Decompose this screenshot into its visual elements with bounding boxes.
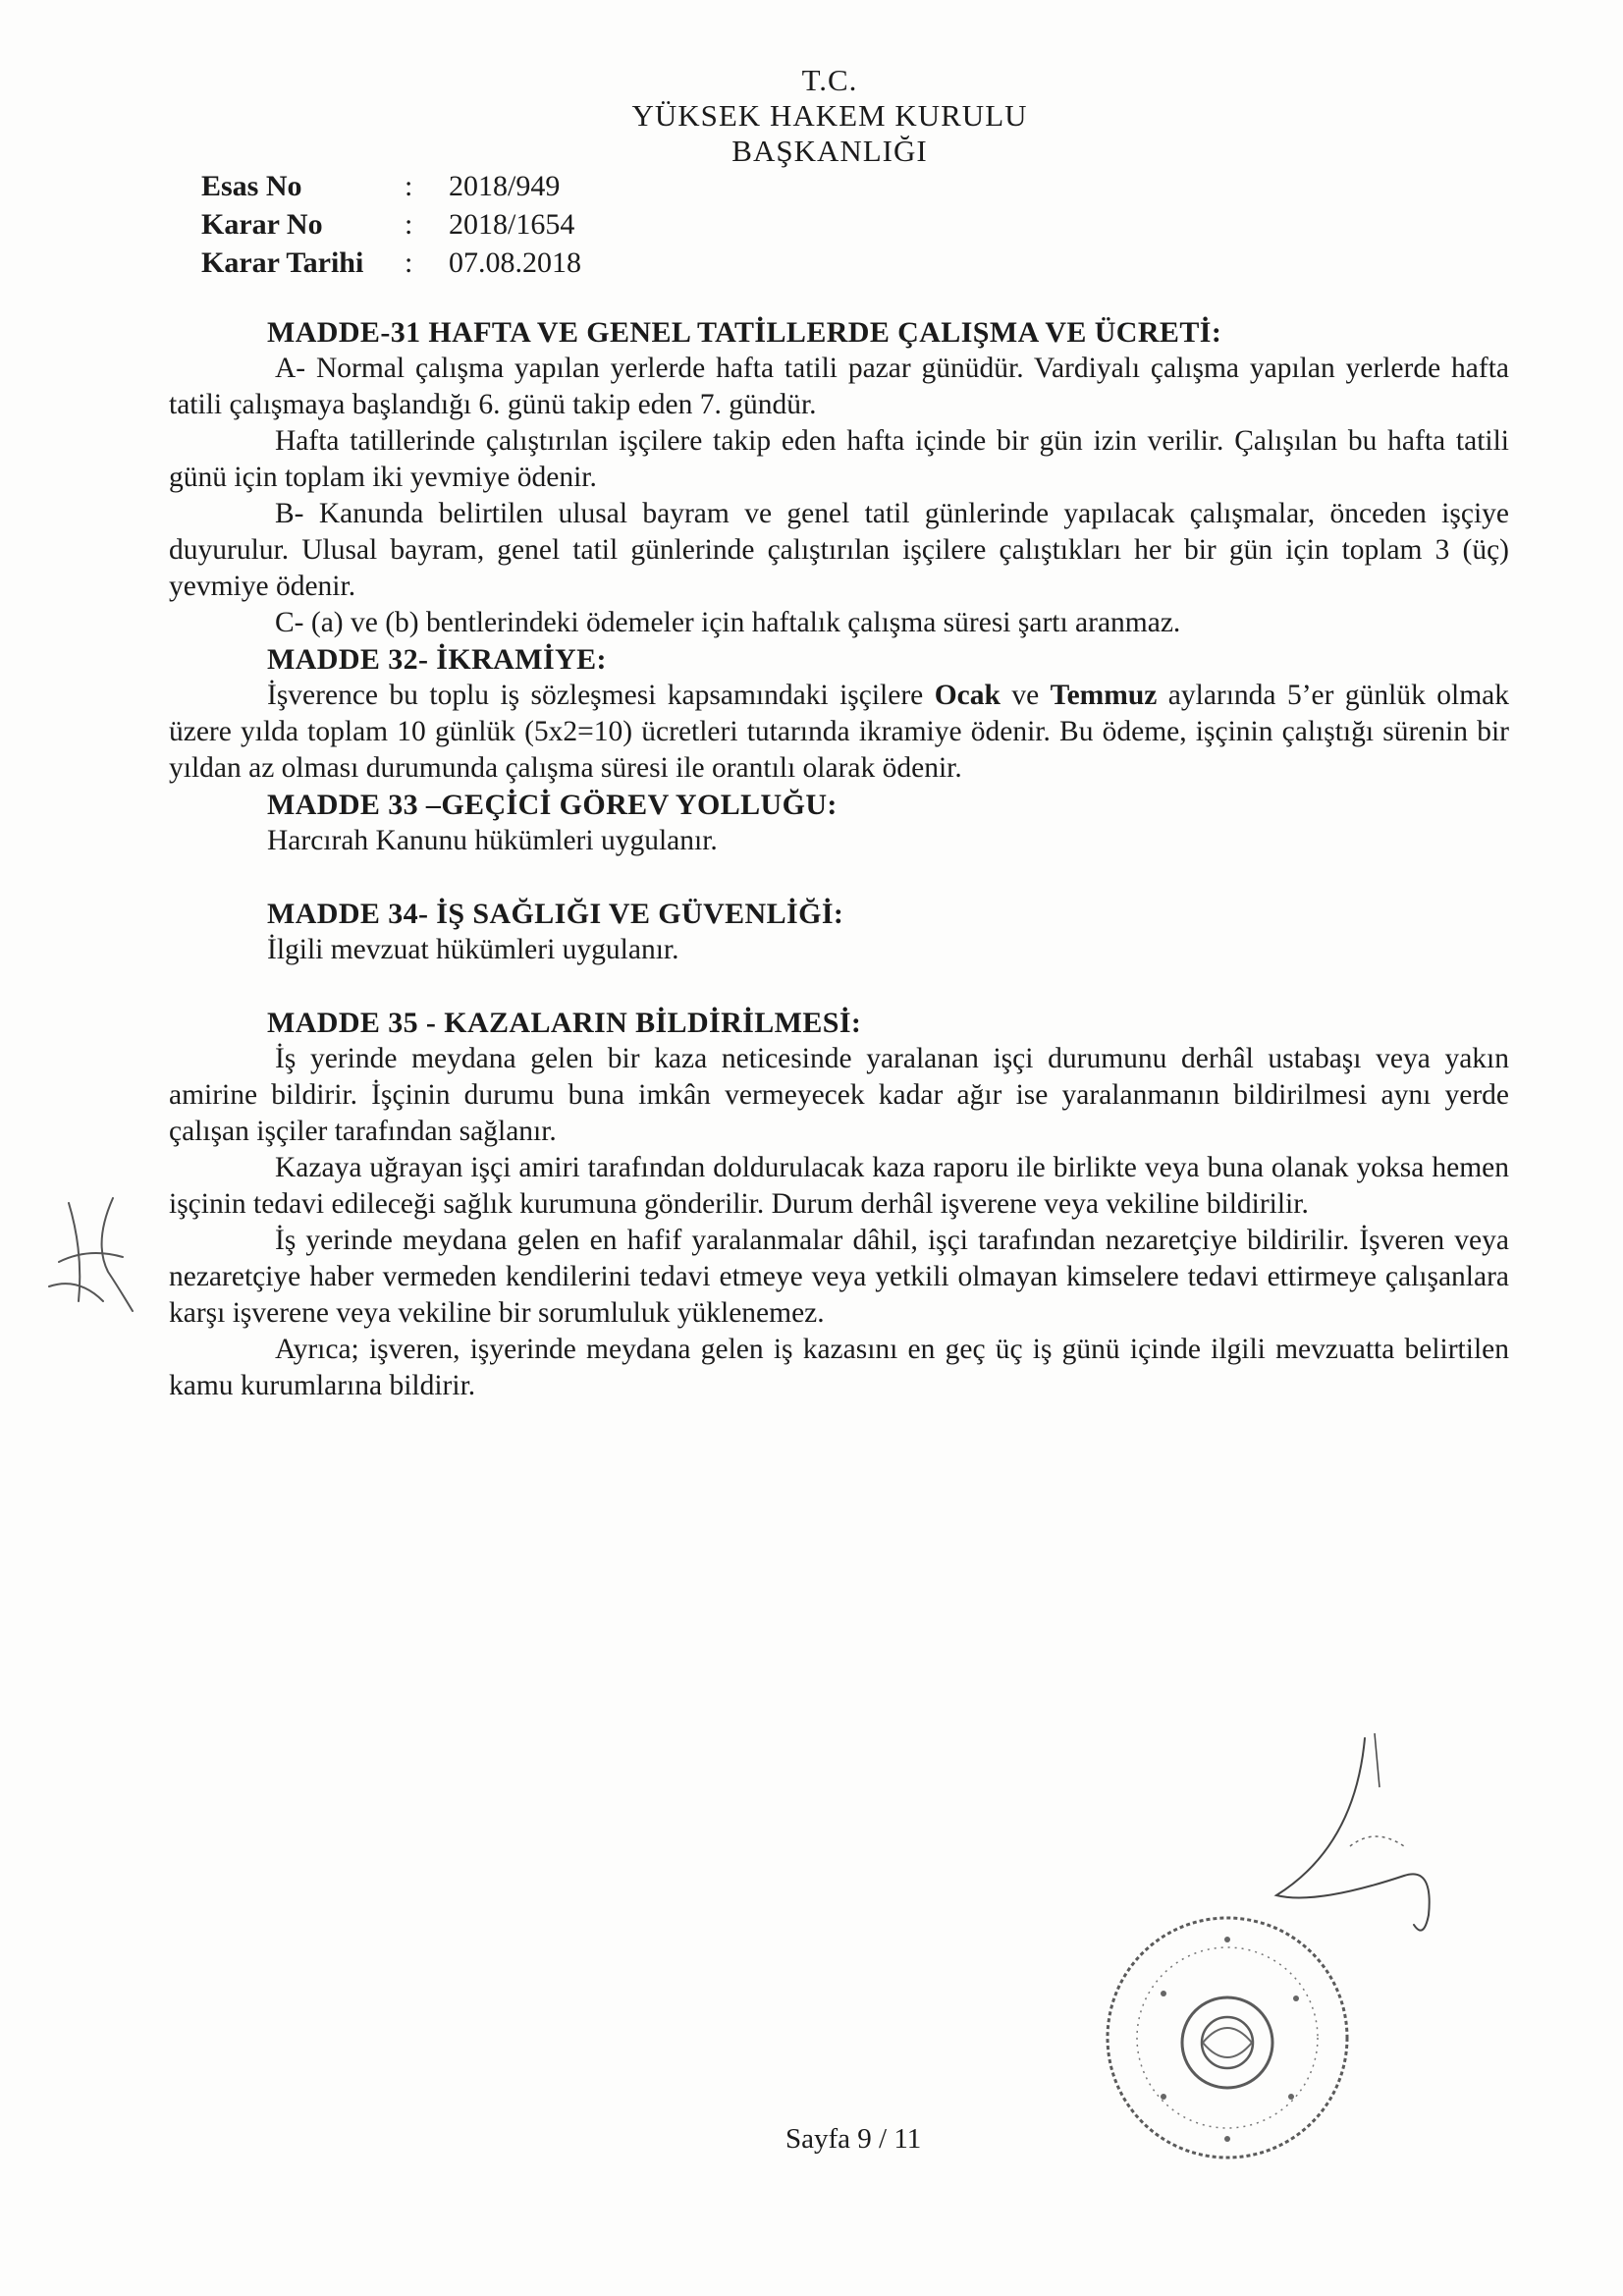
meta-label: Esas No — [201, 170, 302, 202]
meta-value: 07.08.2018 — [449, 246, 581, 279]
article-heading: MADDE 33 –GEÇİCİ GÖREV YOLLUĞU: — [267, 789, 838, 821]
document-body — [169, 314, 1509, 1404]
meta-colon: : — [405, 246, 413, 279]
month-temmuz: Temmuz — [1050, 680, 1158, 711]
text-run: İşverence bu toplu iş sözleşmesi kapsamındaki işçilere — [267, 680, 935, 711]
paragraph: İlgili mevzuat hükümleri uygulanır. — [267, 934, 679, 965]
paragraph: B- Kanunda belirtilen ulusal bayram ve genel tatil günlerinde yapılacak çalışmalar, önceden işçiye duyurulur. Ulusal bayram, genel tatil günlerinde çalıştırılan işçilere çalıştıkları her bir gün için toplam 3 (üç) yevmiye ödenir. — [169, 498, 1509, 602]
article-heading: MADDE 35 - KAZALARIN BİLDİRİLMESİ: — [267, 1007, 862, 1039]
article-heading: MADDE-31 HAFTA VE GENEL TATİLLERDE ÇALIŞMA VE ÜCRETİ: — [267, 316, 1222, 349]
paragraph: Hafta tatillerinde çalıştırılan işçilere takip eden hafta içinde bir gün izin verilir. Çalışılan bu hafta tatili günü için toplam iki yevmiye ödenir. — [169, 425, 1509, 493]
paragraph: Harcırah Kanunu hükümleri uygulanır. — [267, 825, 718, 856]
meta-value: 2018/1654 — [449, 208, 575, 241]
paragraph — [169, 678, 1509, 787]
month-ocak: Ocak — [934, 680, 1001, 711]
text-run: aylarında 5’er günlük olmak üzere yılda toplam 10 günlük (5x2=10) ücretleri tutarında ikramiye ödenir. Bu ödeme, işçinin çalıştığı sürenin bir yıldan az olması durumunda çalışma süresi ile orantılı olarak ödenir. — [169, 680, 1510, 784]
meta-colon: : — [405, 208, 413, 241]
signature-icon — [1257, 1728, 1453, 1984]
official-stamp-icon — [1095, 1905, 1360, 2170]
article-31 — [169, 314, 1509, 641]
case-metadata — [201, 167, 581, 282]
article-33 — [169, 787, 1509, 859]
article-34 — [169, 896, 1509, 968]
page-number: Sayfa 9 / 11 — [785, 2123, 922, 2155]
paragraph: Kazaya uğrayan işçi amiri tarafından doldurulacak kaza raporu ile birlikte veya buna olanak yoksa hemen işçinin tedavi edileceği sağlık kurumuna gönderilir. Durum derhâl işverene veya vekiline bildirilir. — [169, 1152, 1509, 1220]
paragraph: Ayrıca; işveren, işyerinde meydana gelen iş kazasını en geç üç iş günü içinde ilgili mevzuatta belirtilen kamu kurumlarına bildirir. — [169, 1334, 1509, 1401]
spacer — [169, 859, 1509, 896]
document-header — [589, 63, 1070, 169]
header-line-tc: T.C. — [801, 63, 858, 97]
meta-label: Karar Tarihi — [201, 246, 364, 279]
text-run: ve — [1000, 680, 1051, 711]
paragraph: İş yerinde meydana gelen en hafif yaralanmalar dâhil, işçi tarafından nezaretçiye bildirilir. İşveren veya nezaretçiye haber vermeden kendilerini tedavi etmeye veya yetkili olmayan kimselere tedavi ettirmeye çalışanlara karşı işverene veya vekiline bir sorumluluk yüklenemez. — [169, 1225, 1509, 1329]
margin-initial-icon — [39, 1193, 147, 1321]
article-35 — [169, 1005, 1509, 1404]
meta-value: 2018/949 — [449, 170, 561, 202]
article-32 — [169, 641, 1509, 787]
header-line-institution: YÜKSEK HAKEM KURULU — [631, 98, 1028, 133]
paragraph: A- Normal çalışma yapılan yerlerde hafta tatili pazar günüdür. Vardiyalı çalışma yapılan yerlerde hafta tatili çalışmaya başlandığı 6. günü takip eden 7. gündür. — [169, 353, 1509, 420]
spacer — [169, 968, 1509, 1005]
meta-row-esas — [201, 167, 581, 205]
paragraph: C- (a) ve (b) bentlerindeki ödemeler için haftalık çalışma süresi şartı aranmaz. — [275, 607, 1181, 638]
paragraph: İş yerinde meydana gelen bir kaza neticesinde yaralanan işçi durumunu derhâl ustabaşı veya yakın amirine bildirir. İşçinin durumu buna imkân vermeyecek kadar ağır ise yaralanmanın bildirilmesi aynı yerde çalışan işçiler tarafından sağlanır. — [169, 1043, 1509, 1147]
article-heading: MADDE 34- İŞ SAĞLIĞI VE GÜVENLİĞİ: — [267, 898, 844, 930]
meta-row-tarih — [201, 244, 581, 282]
meta-label: Karar No — [201, 208, 323, 241]
meta-colon: : — [405, 170, 413, 202]
article-heading: MADDE 32- İKRAMİYE: — [267, 643, 607, 676]
header-line-presidency: BAŞKANLIĞI — [731, 134, 928, 168]
meta-row-karar — [201, 205, 581, 244]
